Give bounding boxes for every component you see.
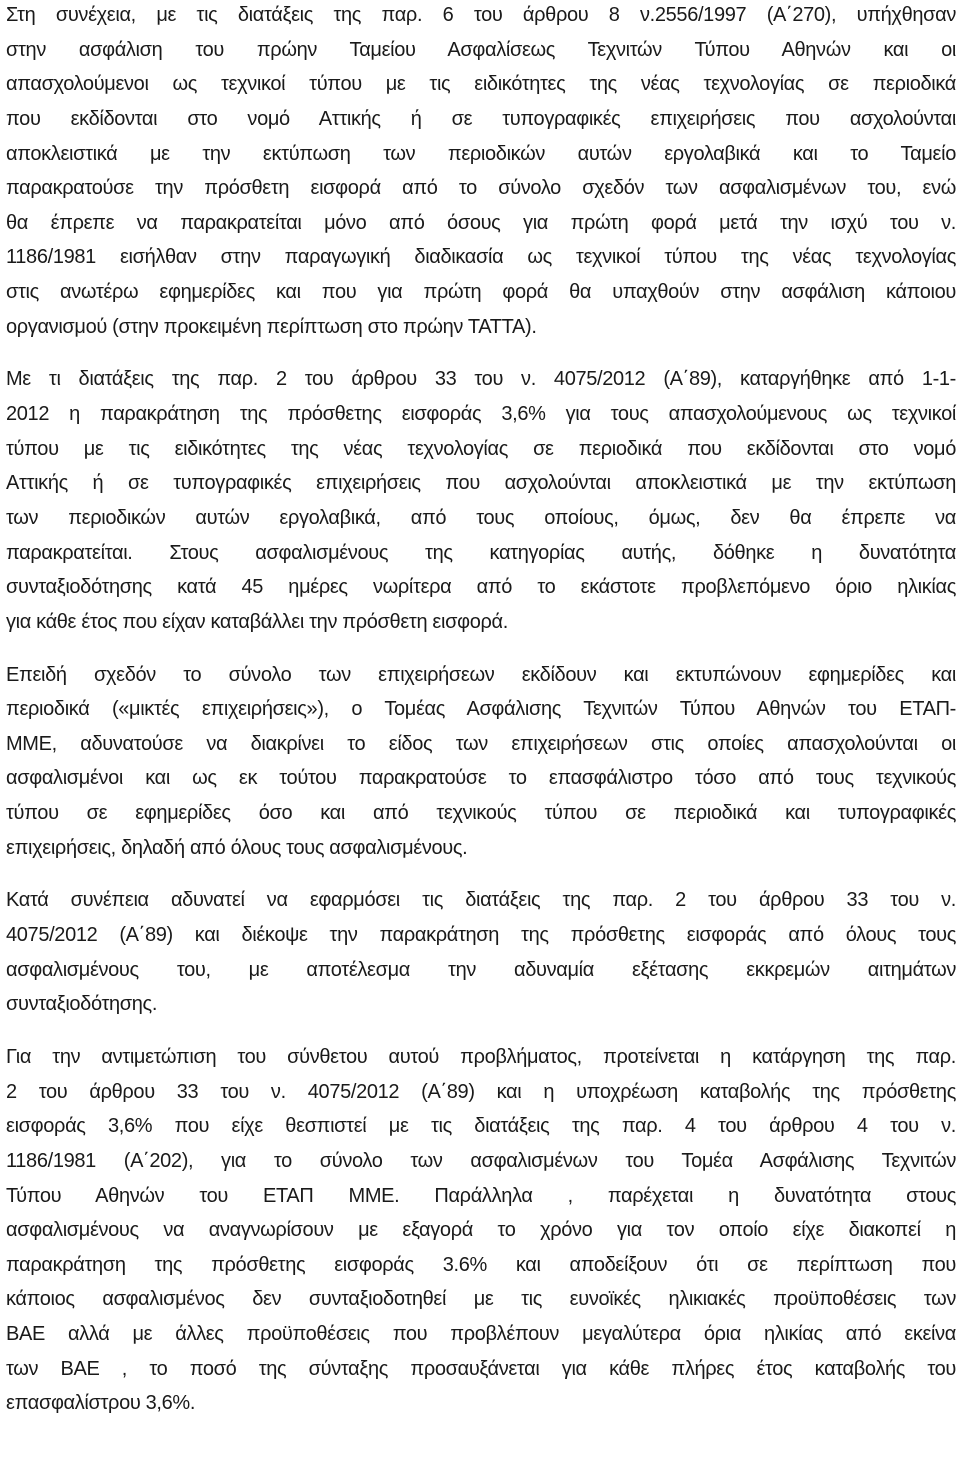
text-line: για κάθε έτος που είχαν καταβάλλει την πρόσθετη εισφορά. bbox=[6, 610, 508, 633]
text-line: συνταξιοδότησης. bbox=[6, 993, 158, 1016]
paragraph-spacer bbox=[6, 1022, 956, 1040]
text-line: ΜΜΕ, αδυνατούσε να διακρίνει το είδος των επιχειρήσεων στις οποίες απασχολούνται οι bbox=[6, 732, 956, 755]
text-line: επασφαλίστρου 3,6%. bbox=[6, 1392, 196, 1415]
paragraph-spacer bbox=[6, 865, 956, 883]
paragraph-spacer bbox=[6, 640, 956, 658]
text-line: Για την αντιμετώπιση του σύνθετου αυτού προβλήματος, προτείνεται η κατάργηση της παρ. bbox=[6, 1045, 956, 1068]
text-line: παρακρατείται. Στους ασφαλισμένους της κατηγορίας αυτής, δόθηκε η δυνατότητα bbox=[6, 541, 956, 564]
text-line: απασχολούμενοι ως τεχνικοί τύπου με τις ειδικότητες της νέας τεχνολογίας σε περιοδικά bbox=[6, 73, 956, 96]
text-line: 1186/1981 (Α΄202), για το σύνολο των ασφαλισμένων του Τομέα Ασφάλισης Τεχνιτών bbox=[6, 1149, 956, 1172]
text-line: τύπου με τις ειδικότητες της νέας τεχνολογίας σε περιοδικά που εκδίδονται στο νομό bbox=[6, 437, 956, 460]
text-line: οργανισμού (στην προκειμένη περίπτωση στο πρώην ΤΑΤΤΑ). bbox=[6, 315, 537, 338]
text-line: 1186/1981 εισήλθαν στην παραγωγική διαδικασία ως τεχνικοί τύπου της νέας τεχνολογίας bbox=[6, 246, 956, 269]
text-line: Στη συνέχεια, με τις διατάξεις της παρ. 6 του άρθρου 8 ν.2556/1997 (Α΄270), υπήχθησαν bbox=[6, 4, 956, 26]
text-line: στις ανωτέρω εφημερίδες και που για πρώτη φορά θα υπαχθούν στην ασφάλιση κάποιου bbox=[6, 281, 956, 304]
text-line: περιοδικά («μικτές επιχειρήσεις»), ο Τομέας Ασφάλισης Τεχνιτών Τύπου Αθηνών του ΕΤΑΠ- bbox=[6, 698, 956, 721]
text-line: 2 του άρθρου 33 του ν. 4075/2012 (Α΄89) και η υποχρέωση καταβολής της πρόσθετης bbox=[6, 1080, 956, 1103]
text-line: Κατά συνέπεια αδυνατεί να εφαρμόσει τις διατάξεις της παρ. 2 του άρθρου 33 του ν. bbox=[6, 889, 956, 912]
text-line: ασφαλισμένους να αναγνωρίσουν με εξαγορά το χρόνο για τον οποίο είχε διακοπεί η bbox=[6, 1219, 956, 1242]
text-line: εισφοράς 3,6% που είχε θεσπιστεί με τις διατάξεις της παρ. 4 του άρθρου 4 του ν. bbox=[6, 1115, 956, 1138]
paragraph-5 bbox=[6, 1040, 956, 1421]
paragraph-4 bbox=[6, 883, 956, 1022]
text-line: θα έπρεπε να παρακρατείται μόνο από όσους για πρώτη φορά μετά την ισχύ του ν. bbox=[6, 211, 956, 234]
text-line: 2012 η παρακράτηση της πρόσθετης εισφοράς 3,6% για τους απασχολούμενους ως τεχνικοί bbox=[6, 403, 956, 426]
text-line: Επειδή σχεδόν το σύνολο των επιχειρήσεων εκδίδουν και εκτυπώνουν εφημερίδες και bbox=[6, 663, 956, 686]
paragraph-1 bbox=[6, 0, 956, 344]
text-line: παρακράτηση της πρόσθετης εισφοράς 3.6% και αποδείξουν ότι σε περίπτωση που bbox=[6, 1253, 956, 1276]
text-line: τύπου σε εφημερίδες όσο και από τεχνικούς τύπου σε περιοδικά και τυπογραφικές bbox=[6, 802, 956, 825]
text-line: Αττικής ή σε τυπογραφικές επιχειρήσεις που ασχολούνται αποκλειστικά με την εκτύπωση bbox=[6, 472, 956, 495]
text-line: Με τι διατάξεις της παρ. 2 του άρθρου 33 του ν. 4075/2012 (Α΄89), καταργήθηκε από 1-1- bbox=[6, 368, 956, 391]
text-line: ΒΑΕ αλλά με άλλες προϋποθέσεις που προβλέπουν μεγαλύτερα όρια ηλικίας από εκείνα bbox=[6, 1323, 956, 1346]
paragraph-2 bbox=[6, 362, 956, 639]
text-line: επιχειρήσεις, δηλαδή από όλους τους ασφαλισμένους. bbox=[6, 836, 468, 859]
text-line: παρακρατούσε την πρόσθετη εισφορά από το σύνολο σχεδόν των ασφαλισμένων του, ενώ bbox=[6, 177, 956, 200]
text-line: κάποιος ασφαλισμένος δεν συνταξιοδοτηθεί με τις ευνοϊκές ηλικιακές προϋποθέσεις των bbox=[6, 1288, 956, 1311]
text-line: που εκδίδονται στο νομό Αττικής ή σε τυπογραφικές επιχειρήσεις που ασχολούνται bbox=[6, 107, 956, 130]
paragraph-spacer bbox=[6, 344, 956, 362]
paragraph-3 bbox=[6, 658, 956, 866]
text-line: ασφαλισμένους του, με αποτέλεσμα την αδυναμία εξέτασης εκκρεμών αιτημάτων bbox=[6, 958, 956, 981]
text-line: 4075/2012 (Α΄89) και διέκοψε την παρακράτηση της πρόσθετης εισφοράς από όλους τους bbox=[6, 924, 956, 947]
text-line: των περιοδικών αυτών εργολαβικά, από τους οποίους, όμως, δεν θα έπρεπε να bbox=[6, 506, 956, 529]
text-line: των ΒΑΕ , το ποσό της σύνταξης προσαυξάνεται για κάθε πλήρες έτος καταβολής του bbox=[6, 1357, 956, 1380]
text-line: ασφαλισμένοι και ως εκ τούτου παρακρατούσε το επασφάλιστρο τόσο από τους τεχνικούς bbox=[6, 767, 956, 790]
text-line: στην ασφάλιση του πρώην Ταμείου Ασφαλίσεως Τεχνιτών Τύπου Αθηνών και οι bbox=[6, 38, 956, 61]
text-line: αποκλειστικά με την εκτύπωση των περιοδικών αυτών εργολαβικά και το Ταμείο bbox=[6, 142, 956, 165]
text-line: συνταξιοδότησης κατά 45 ημέρες νωρίτερα από το εκάστοτε προβλεπόμενο όριο ηλικίας bbox=[6, 576, 956, 599]
text-line: Τύπου Αθηνών του ΕΤΑΠ ΜΜΕ. Παράλληλα , παρέχεται η δυνατότητα στους bbox=[6, 1184, 956, 1207]
